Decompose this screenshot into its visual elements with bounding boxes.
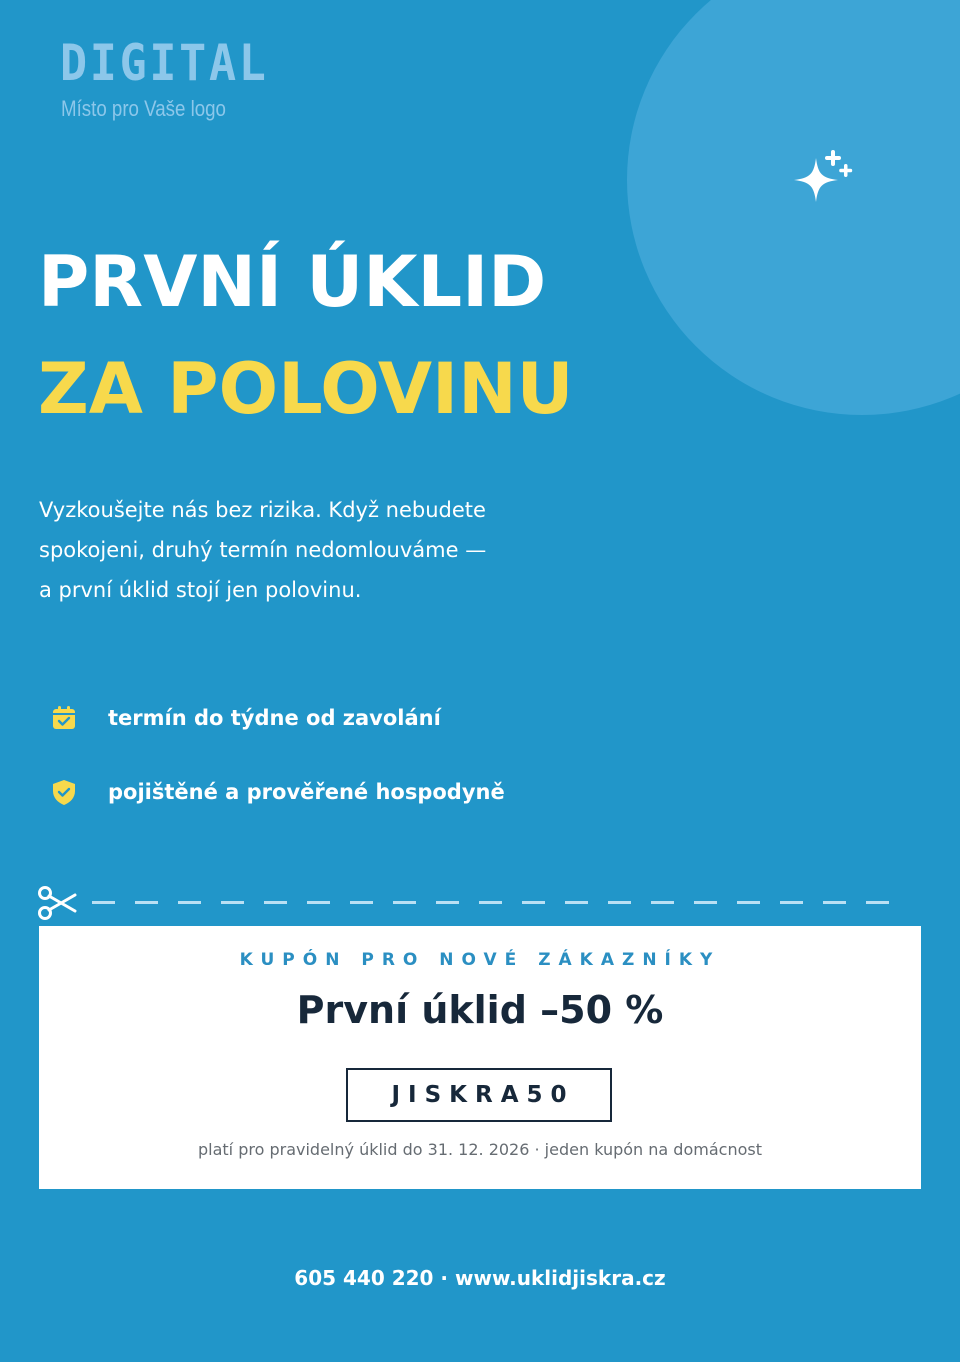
coupon-code: JISKRA50 [346,1068,612,1122]
benefit-text: pojištěné a prověřené hospodyně [108,780,505,804]
headline-line-1: PRVNÍ ÚKLID [38,241,547,323]
benefit-item-insured [50,778,505,806]
headline-line-2: ZA POLOVINU [38,348,574,430]
lead-line: a první úklid stojí jen polovinu. [39,578,362,602]
sparkle-icon [786,146,858,218]
cut-line [92,901,898,904]
coupon-title: První úklid –50 % [296,988,664,1032]
logo-subtitle: Místo pro Vaše logo [61,96,226,121]
coupon-card [39,926,921,1189]
lead-line: spokojeni, druhý termín nedomlouváme — [39,538,487,562]
benefit-item-schedule [50,704,441,732]
shield-check-icon [50,778,78,806]
logo-title: DIGITAL [60,34,269,92]
lead-paragraph [39,490,559,610]
coupon-label: KUPÓN PRO NOVÉ ZÁKAZNÍKY [239,950,721,970]
footer-contact: 605 440 220 · www.uklidjiskra.cz [294,1266,666,1290]
scissors-icon [37,884,77,922]
coupon-terms: platí pro pravidelný úklid do 31. 12. 2026 · jeden kupón na domácnost [198,1140,762,1159]
lead-line: Vyzkoušejte nás bez rizika. Když nebudete [39,498,486,522]
calendar-check-icon [50,704,78,732]
benefit-text: termín do týdne od zavolání [108,706,441,730]
